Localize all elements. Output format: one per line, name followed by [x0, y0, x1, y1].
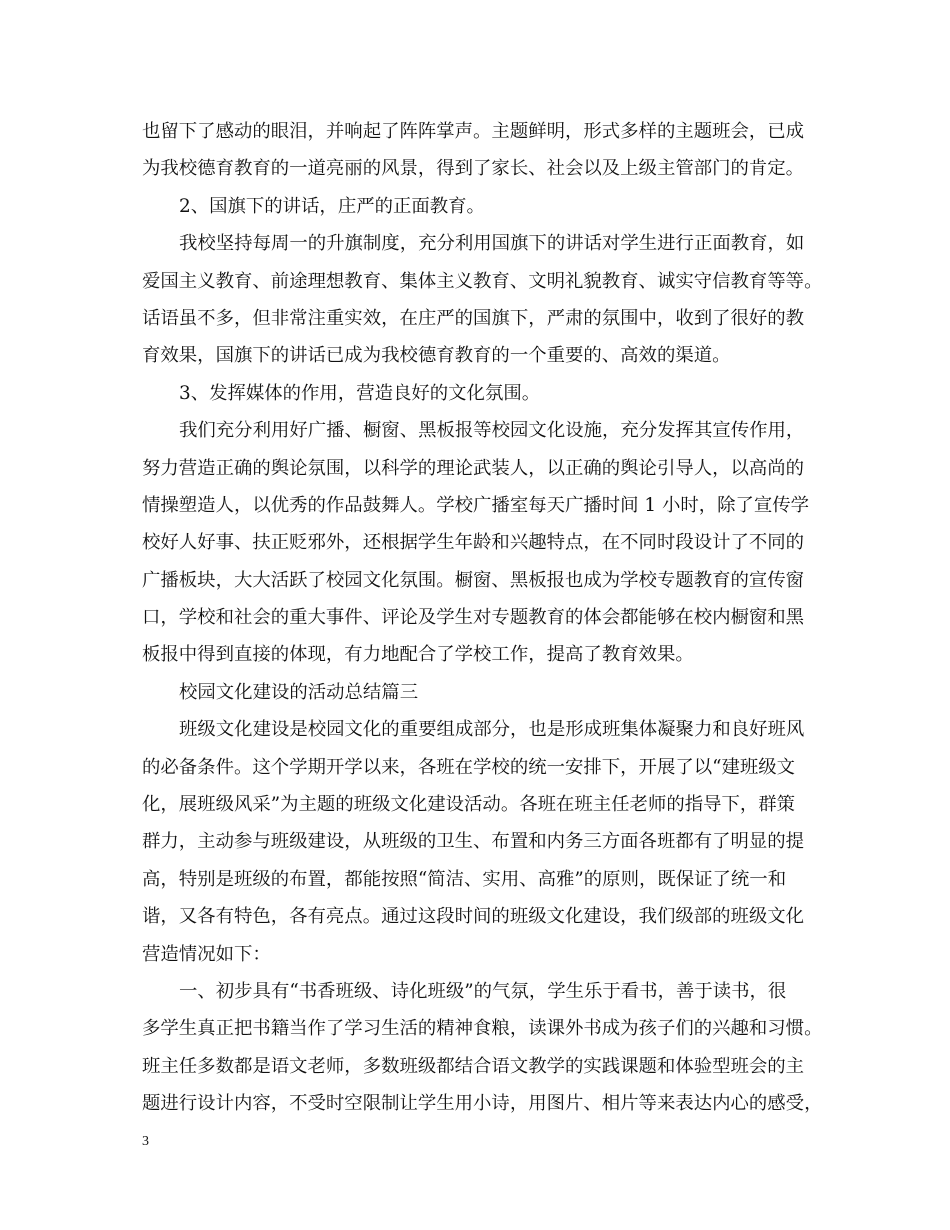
paragraph-line: 班级文化建设是校园文化的重要组成部分，也是形成班集体凝聚力和良好班风 — [179, 719, 805, 741]
paragraph-line: 一、初步具有“书香班级、诗化班级”的气氛，学生乐于看书，善于读书，很 — [179, 980, 787, 1002]
paragraph-line: 化，展班级风采”为主题的班级文化建设活动。各班在班主任老师的指导下，群策 — [142, 794, 796, 816]
paragraph-line: 我们充分利用好广播、橱窗、黑板报等校园文化设施，充分发挥其宣传作用， — [179, 420, 805, 442]
document-body — [142, 113, 823, 1123]
paragraph-line: 我校坚持每周一的升旗制度，充分利用国旗下的讲话对学生进行正面教育，如 — [179, 233, 805, 255]
paragraph-line: 也留下了感动的眼泪，并响起了阵阵掌声。主题鲜明，形式多样的主题班会，已成 — [142, 121, 805, 142]
page-number: 3 — [142, 1134, 149, 1149]
paragraph-line: 的必备条件。这个学期开学以来，各班在学校的统一安排下，开展了以“建班级文 — [142, 756, 796, 778]
paragraph-line: 校好人好事、扶正贬邪外，还根据学生年龄和兴趣特点，在不同时段设计了不同的 — [142, 532, 805, 554]
paragraph-line: 班主任多数都是语文老师，多数班级都结合语文教学的实践课题和体验型班会的主 — [142, 1055, 805, 1077]
paragraph-line: 广播板块，大大活跃了校园文化氛围。橱窗、黑板报也成为学校专题教育的宣传窗 — [142, 569, 805, 591]
paragraph-line: 群力，主动参与班级建设，从班级的卫生、布置和内务三方面各班都有了明显的提 — [142, 831, 805, 853]
paragraph-line: 营造情况如下： — [142, 943, 271, 965]
paragraph-line: 谐，又各有特色，各有亮点。通过这段时间的班级文化建设，我们级部的班级文化 — [142, 906, 805, 928]
paragraph-line: 努力营造正确的舆论氛围，以科学的理论武装人，以正确的舆论引导人，以高尚的 — [142, 457, 805, 479]
article-title: 校园文化建设的活动总结篇三 — [179, 681, 419, 703]
paragraph-line: 爱国主义教育、前途理想教育、集体主义教育、文明礼貌教育、诚实守信教育等等。 — [142, 270, 823, 292]
paragraph-line: 板报中得到直接的体现，有力地配合了学校工作，提高了教育效果。 — [142, 644, 694, 666]
section-heading: 2、国旗下的讲话，庄严的正面教育。 — [179, 195, 485, 217]
paragraph-line: 题进行设计内容，不受时空限制让学生用小诗，用图片、相片等来表达内心的感受， — [142, 1093, 823, 1115]
paragraph-line: 多学生真正把书籍当作了学习生活的精神食粮，读课外书成为孩子们的兴趣和习惯。 — [142, 1018, 823, 1040]
section-heading: 3、发挥媒体的作用，营造良好的文化氛围。 — [179, 382, 541, 404]
paragraph-line: 育效果，国旗下的讲话已成为我校德育教育的一个重要的、高效的渠道。 — [142, 345, 731, 367]
paragraph-line: 为我校德育教育的一道亮丽的风景，得到了家长、社会以及上级主管部门的肯定。 — [142, 158, 805, 180]
paragraph-line: 情操塑造人，以优秀的作品鼓舞人。学校广播室每天广播时间 1 小时，除了宣传学 — [142, 494, 810, 516]
paragraph-line: 话语虽不多，但非常注重实效，在庄严的国旗下，严肃的氛围中，收到了很好的教 — [142, 307, 805, 329]
paragraph-line: 高，特别是班级的布置，都能按照“简洁、实用、高雅”的原则，既保证了统一和 — [142, 868, 787, 890]
paragraph-line: 口，学校和社会的重大事件、评论及学生对专题教育的体会都能够在校内橱窗和黑 — [142, 607, 805, 629]
